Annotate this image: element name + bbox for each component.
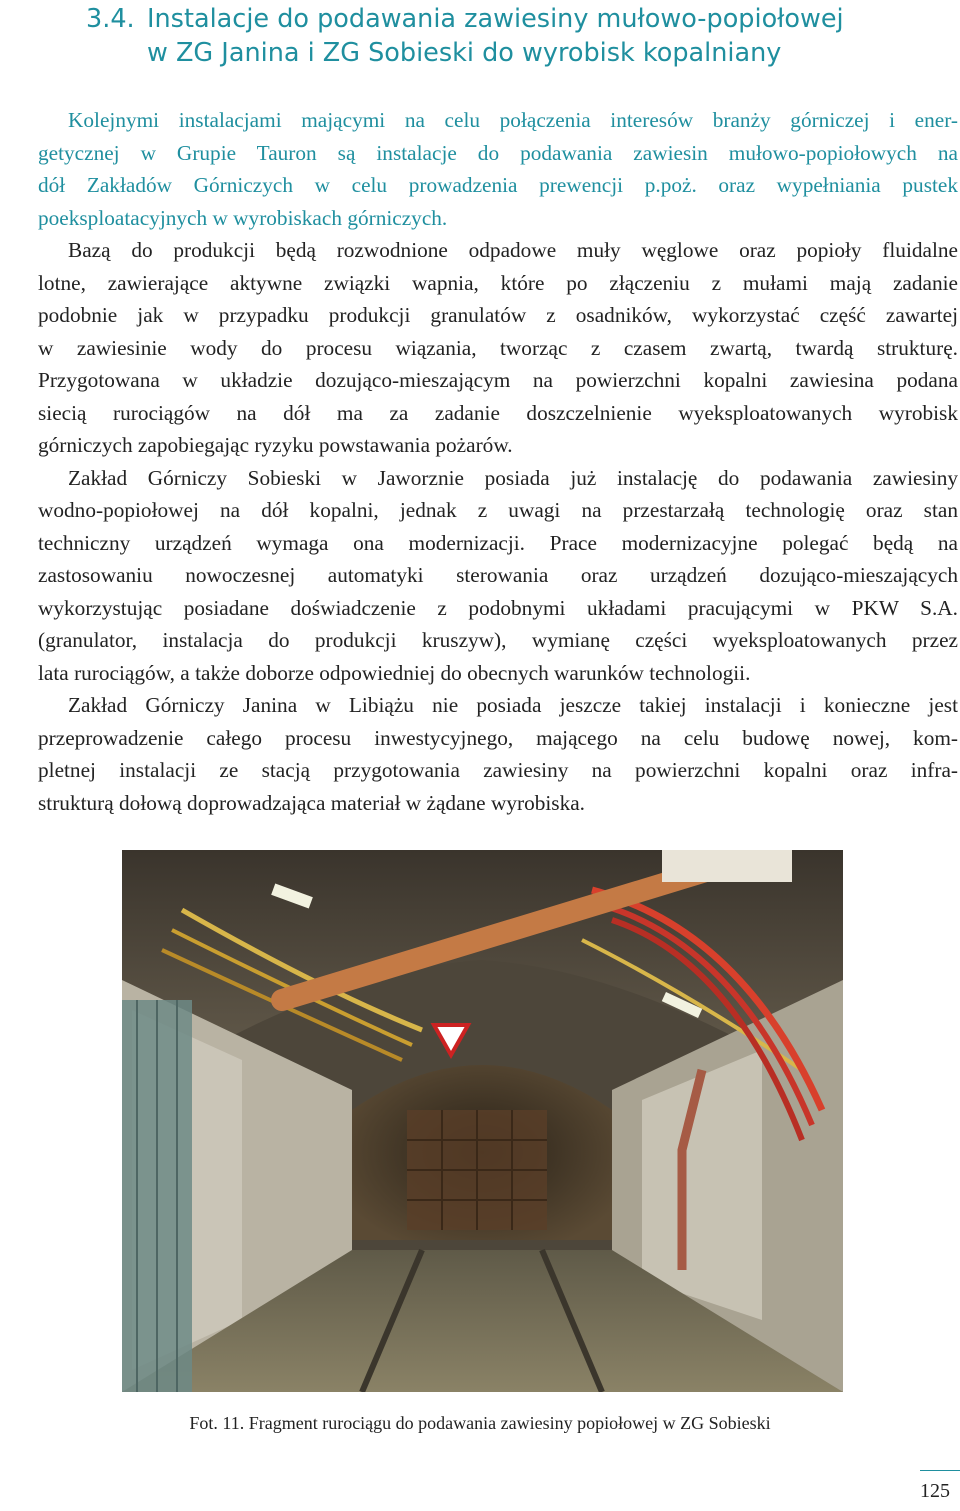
text-line: podobnie jak w przypadku produkcji granulatów z osadników, wykorzystać część zawartej bbox=[38, 303, 958, 327]
text-line: techniczny urządzeń wymaga ona modernizacji. Prace modernizacyjne polegać będą na bbox=[38, 530, 958, 555]
text-line: przeprowadzenie całego procesu inwestycyjnego, mającego na celu budowę nowej, kom- bbox=[38, 725, 958, 750]
text-line: Bazą do produkcji będą rozwodnione odpadowe muły węglowe oraz popioły fluidalne bbox=[68, 238, 958, 262]
text-line: Zakład Górniczy Janina w Libiążu nie posiada jeszcze takiej instalacji i konieczne jest bbox=[68, 693, 958, 717]
page-number: 125 bbox=[920, 1480, 950, 1502]
text-line: lotne, zawierające aktywne związki wapnia, które po złączeniu z mułami mają zadanie bbox=[38, 270, 958, 295]
text-line: wykorzystując posiadane doświadczenie z podobnymi układami pracującymi w PKW S.A. bbox=[38, 595, 958, 620]
text-line: (granulator, instalacja do produkcji kruszyw), wymianę części wyeksploatowanych przez bbox=[38, 628, 958, 652]
text-line: górniczych zapobiegając ryzyku powstawania pożarów. bbox=[38, 433, 513, 457]
text-line: wodno-popiołowej na dół kopalni, jednak z uwagi na przestarzałą technologię oraz stan bbox=[38, 498, 958, 522]
text-line: pletnej instalacji ze stacją przygotowania zawiesiny na powierzchni kopalni oraz infra- bbox=[38, 758, 958, 782]
text-line: poeksploatacyjnych w wyrobiskach górniczych. bbox=[38, 205, 448, 230]
photo-caption: Fot. 11. Fragment rurociągu do podawania zawiesiny popiołowej w ZG Sobieski bbox=[189, 1413, 771, 1433]
paragraph-4 bbox=[8, 689, 958, 819]
section-number: 3.4. bbox=[86, 4, 135, 34]
mine-tunnel-photo bbox=[122, 850, 843, 1392]
text-line: zastosowaniu nowoczesnej automatyki sterowania oraz urządzeń dozująco-mieszających bbox=[38, 563, 958, 587]
paragraph-1 bbox=[8, 104, 958, 234]
text-line: lata rurociągów, a także doborze odpowiedniej do obecnych warunków technologii. bbox=[38, 660, 751, 685]
paragraph-2 bbox=[8, 234, 958, 462]
footer-rule bbox=[920, 1470, 960, 1471]
text-line: Zakład Górniczy Sobieski w Jaworznie posiada już instalację do podawania zawiesiny bbox=[68, 465, 958, 490]
section-heading bbox=[86, 2, 946, 70]
body-text bbox=[8, 104, 958, 819]
text-line: w zawiesinie wody do procesu wiązania, tworząc z czasem zwartą, twardą strukturę. bbox=[38, 335, 958, 360]
paragraph-3 bbox=[8, 462, 958, 690]
section-title-line-1: Instalacje do podawania zawiesiny mułowo-popiołowej bbox=[147, 4, 844, 34]
text-line: siecią rurociągów na dół ma za zadanie doszczelnienie wyeksploatowanych wyrobisk bbox=[38, 400, 958, 425]
text-line: Kolejnymi instalacjami mającymi na celu połączenia interesów branży górniczej i ener- bbox=[68, 108, 958, 132]
text-line: strukturą dołową doprowadzająca materiał w żądane wyrobiska. bbox=[38, 790, 585, 815]
section-title-line-2: w ZG Janina i ZG Sobieski do wyrobisk kopalniany bbox=[147, 38, 782, 68]
text-line: getycznej w Grupie Tauron są instalacje do podawania zawiesin mułowo-popiołowych na bbox=[38, 140, 958, 165]
text-line: Przygotowana w układzie dozująco-mieszającym na powierzchni kopalni zawiesina podana bbox=[38, 368, 958, 392]
text-line: dół Zakładów Górniczych w celu prowadzenia prewencji p.poż. oraz wypełniania pustek bbox=[38, 173, 958, 197]
